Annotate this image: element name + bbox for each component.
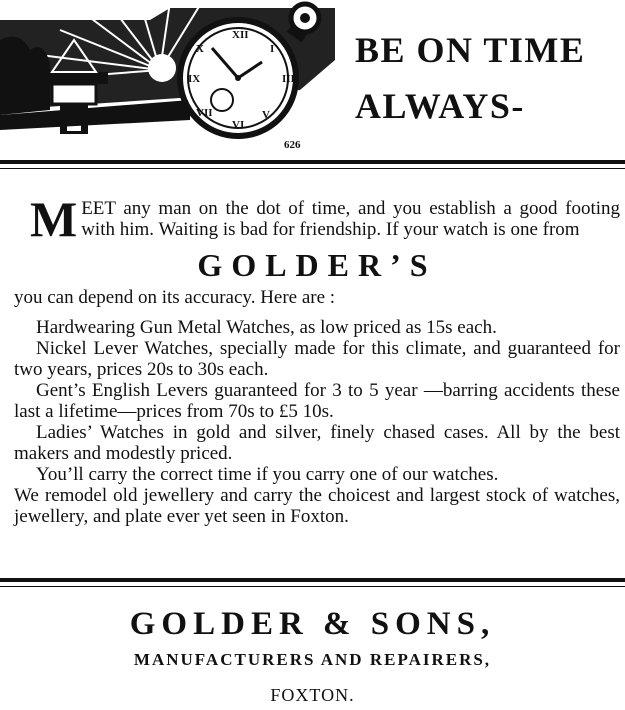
intro-text: EET any man on the dot of time, and you establish a good footing with him. Waiting is bad for friendship. If your watch is one from	[81, 198, 620, 240]
svg-text:XII: XII	[232, 29, 249, 41]
drop-cap: M	[30, 191, 78, 247]
item-nickel-lever: Nickel Lever Watches, specially made for this climate, and guaranteed for two years, prices 20s to 30s each.	[14, 338, 620, 380]
advert-header	[0, 0, 625, 150]
svg-text:IX: IX	[188, 73, 201, 85]
svg-text:VI: VI	[232, 119, 245, 131]
headline-line-1: BE ON TIME	[355, 30, 586, 70]
top-rule-thin	[0, 168, 625, 169]
svg-text:V: V	[262, 109, 270, 121]
item-english-levers: Gent’s English Levers guaranteed for 3 to 5 year —barring accidents these last a lifetime—prices from 70s to £5 10s.	[14, 380, 620, 422]
advert-footer	[0, 604, 625, 710]
bottom-rule-thick	[0, 578, 625, 582]
svg-text:III: III	[282, 73, 295, 85]
trade-line: MANUFACTURERS AND REPAIRERS,	[133, 650, 492, 669]
lead-line: you can depend on its accuracy. Here are :	[14, 287, 336, 308]
illustration-number: 626	[284, 139, 301, 150]
brand-name: GOLDER’S	[197, 247, 437, 283]
town-name: FOXTON.	[270, 685, 355, 705]
item-gun-metal: Hardwearing Gun Metal Watches, as low priced as 15s each.	[36, 317, 497, 338]
svg-text:I: I	[270, 43, 275, 55]
advert-body	[14, 191, 620, 527]
bottom-rule-thin	[0, 586, 625, 587]
pocket-watch-sunrise-illustration	[0, 0, 335, 150]
firm-name: GOLDER & SONS,	[129, 606, 496, 642]
top-rule-thick	[0, 160, 625, 164]
item-ladies-watches: Ladies’ Watches in gold and silver, finely chased cases. All by the best makers and modestly priced.	[14, 422, 620, 464]
svg-text:X: X	[196, 43, 204, 55]
headline-line-2: ALWAYS-	[355, 86, 525, 126]
item-correct-time: You’ll carry the correct time if you carry one of our watches.	[36, 464, 499, 485]
headline	[355, 22, 585, 134]
intro-paragraph	[14, 191, 620, 247]
closing-paragraph: We remodel old jewellery and carry the choicest and largest stock of watches, jewellery, and plate ever yet seen in Foxton.	[14, 485, 620, 527]
svg-text:VII: VII	[196, 107, 213, 119]
